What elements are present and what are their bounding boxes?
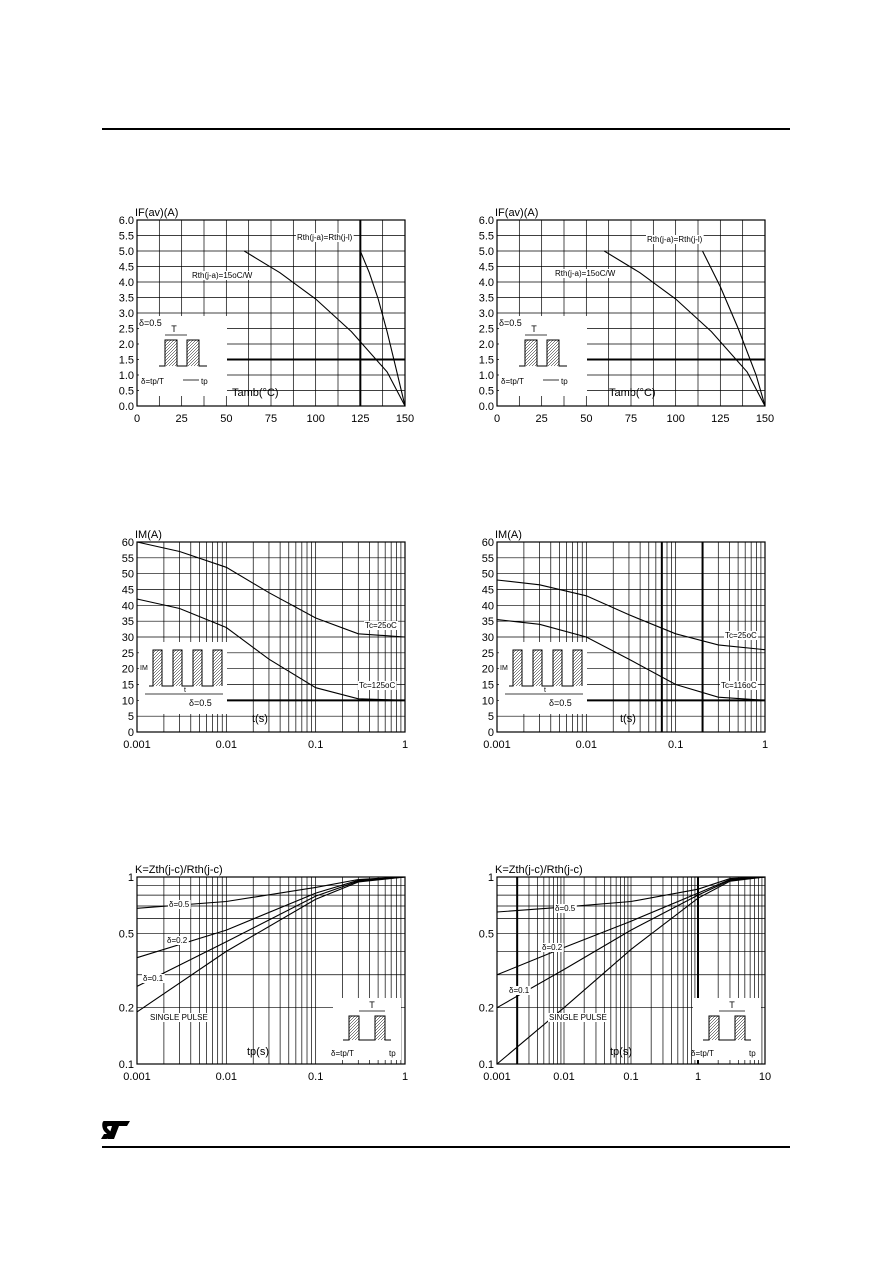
x-tick-label: 150 — [395, 413, 415, 425]
y-tick-label: 6.0 — [478, 215, 494, 227]
y-tick-label: 5.0 — [478, 246, 494, 258]
y-tick-label: 50 — [481, 568, 494, 581]
inset-schematic — [139, 316, 227, 396]
x-axis-label: t(s) — [252, 713, 268, 725]
inset-label-tp: tp — [201, 377, 208, 386]
y-axis-label: IF(av)(A) — [495, 207, 539, 219]
chart-svg — [470, 857, 770, 1097]
y-tick-label: 4.0 — [478, 277, 494, 289]
x-tick-label: 50 — [580, 413, 593, 425]
y-tick-label: 30 — [481, 632, 494, 644]
y-tick-label: 0.0 — [118, 401, 134, 413]
series-label: δ=0.5 — [555, 904, 576, 913]
x-axis-label: Tamb(°C) — [232, 387, 279, 399]
x-tick-label: 25 — [175, 413, 188, 425]
series-label: Rth(j-a)=Rth(j-l) — [647, 235, 703, 244]
inset-bg — [499, 642, 587, 714]
y-axis-label: IM(A) — [135, 529, 162, 541]
series-label: Tc=25oC — [365, 621, 397, 630]
x-tick-label: 0.1 — [308, 1071, 324, 1083]
x-tick-label: 1 — [401, 1071, 409, 1083]
x-axis-label: t(s) — [620, 713, 636, 725]
x-tick-label: 10 — [758, 1071, 772, 1083]
series-label: SINGLE PULSE — [150, 1013, 208, 1022]
series-label: Rth(j-a)=15oC/W — [192, 271, 253, 280]
inset-label-t: t — [184, 687, 186, 694]
y-tick-label: 20 — [121, 663, 134, 676]
header-rule — [102, 128, 790, 130]
y-tick-label: 20 — [481, 663, 494, 676]
y-tick-label: 0.5 — [118, 385, 134, 398]
y-tick-label: 15 — [481, 679, 494, 692]
x-tick-label: 0.01 — [553, 1071, 575, 1083]
y-tick-label: 2.0 — [478, 339, 494, 351]
inset-schematic — [691, 998, 761, 1060]
inset-label-T: T — [369, 1000, 375, 1010]
x-tick-label: 100 — [306, 413, 325, 425]
x-tick-label: 0.001 — [483, 739, 511, 751]
series-line — [137, 877, 405, 958]
y-tick-label: 2.0 — [118, 339, 134, 351]
x-tick-label: 0.001 — [123, 739, 151, 751]
inset-label-formula: δ=tp/T — [141, 377, 164, 386]
x-tick-label: 0.001 — [483, 1071, 511, 1083]
y-tick-label: 30 — [121, 632, 134, 644]
inset-schematic — [331, 998, 401, 1060]
x-tick-label: 0.01 — [215, 739, 238, 751]
y-tick-label: 1.0 — [118, 370, 134, 382]
y-tick-label: 0 — [127, 727, 134, 739]
y-tick-label: 4.0 — [118, 277, 134, 289]
y-tick-label: 0.1 — [118, 1059, 134, 1071]
chart-panel-surge-current-1 — [110, 522, 410, 762]
y-tick-label: 5.0 — [118, 246, 134, 258]
series-label: SINGLE PULSE — [549, 1013, 607, 1022]
series-line — [137, 877, 405, 986]
y-tick-label: 0.5 — [478, 928, 494, 941]
y-tick-label: 10 — [481, 695, 494, 708]
x-tick-label: 50 — [220, 413, 233, 425]
y-tick-label: 45 — [121, 584, 134, 597]
y-tick-label: 5 — [487, 711, 494, 724]
y-tick-label: 1.0 — [478, 370, 494, 382]
x-tick-label: 75 — [624, 413, 638, 425]
series-label: Tc=116oC — [721, 681, 757, 690]
y-tick-label: 50 — [121, 568, 134, 581]
y-tick-label: 15 — [121, 679, 134, 692]
inset-label-T: T — [729, 1000, 735, 1010]
y-tick-label: 5.5 — [118, 230, 134, 243]
inset-label-IM: IM — [500, 665, 508, 672]
y-tick-label: 3.0 — [478, 308, 494, 320]
series-label: δ=0.2 — [542, 943, 563, 952]
st-logo — [100, 1118, 134, 1142]
y-tick-label: 4.5 — [478, 261, 494, 274]
y-tick-label: 55 — [121, 552, 134, 565]
y-tick-label: 40 — [121, 600, 134, 613]
chart-panel-current-vs-tamb-2 — [470, 200, 775, 440]
x-tick-label: 1 — [401, 739, 409, 751]
inset-label-delta: δ=0.5 — [499, 318, 522, 328]
x-tick-label: 0.1 — [308, 739, 324, 751]
inset-label-tp: tp — [389, 1049, 396, 1058]
series-label: Rth(j-a)=15oC/W — [555, 269, 616, 278]
y-tick-label: 6.0 — [118, 215, 134, 227]
y-axis-label: IF(av)(A) — [135, 207, 179, 219]
x-tick-label: 0.1 — [668, 739, 684, 751]
inset-label-formula: δ=tp/T — [331, 1049, 354, 1058]
series-label: δ=0.1 — [143, 974, 164, 983]
inset-label-delta: δ=0.5 — [549, 698, 572, 708]
y-axis-label: K=Zth(j-c)/Rth(j-c) — [495, 864, 583, 876]
x-tick-label: 1 — [694, 1071, 702, 1083]
chart-panel-current-vs-tamb-1 — [110, 200, 415, 440]
y-tick-label: 60 — [121, 537, 134, 549]
inset-schematic — [499, 642, 587, 714]
x-tick-label: 1 — [761, 739, 769, 751]
y-tick-label: 0.5 — [478, 385, 494, 398]
y-tick-label: 55 — [481, 552, 494, 565]
y-tick-label: 40 — [481, 600, 494, 613]
inset-label-T: T — [531, 324, 537, 334]
x-axis-label: tp(s) — [610, 1046, 632, 1058]
y-tick-label: 2.5 — [118, 323, 134, 336]
inset-label-formula: δ=tp/T — [691, 1049, 714, 1058]
y-tick-label: 1.5 — [118, 354, 134, 367]
x-tick-label: 150 — [755, 413, 775, 425]
chart-svg — [110, 200, 415, 440]
inset-label-tp: tp — [749, 1049, 756, 1058]
inset-label-tp: tp — [561, 377, 568, 386]
y-tick-label: 25 — [121, 647, 134, 660]
x-axis-label: tp(s) — [247, 1046, 269, 1058]
y-tick-label: 0.5 — [118, 928, 134, 941]
y-tick-label: 0.0 — [478, 401, 494, 413]
y-tick-label: 1.5 — [478, 354, 494, 367]
inset-label-delta: δ=0.5 — [189, 698, 212, 708]
y-tick-label: 1 — [487, 872, 494, 884]
y-tick-label: 0.2 — [118, 1002, 134, 1015]
x-tick-label: 100 — [666, 413, 685, 425]
y-tick-label: 35 — [121, 616, 134, 629]
inset-schematic — [499, 316, 587, 396]
x-tick-label: 0 — [493, 413, 501, 425]
x-tick-label: 25 — [535, 413, 548, 425]
chart-svg — [110, 857, 410, 1097]
series-label: Rth(j-a)=Rth(j-l) — [297, 233, 353, 242]
chart-svg — [110, 522, 410, 762]
x-axis-label: Tamb(°C) — [609, 387, 656, 399]
series-label: Tc=25oC — [725, 631, 757, 640]
y-tick-label: 5 — [127, 711, 134, 724]
y-axis-label: K=Zth(j-c)/Rth(j-c) — [135, 864, 223, 876]
inset-label-t: t — [544, 687, 546, 694]
y-tick-label: 5.5 — [478, 230, 494, 243]
y-tick-label: 3.5 — [118, 292, 134, 305]
y-tick-label: 3.5 — [478, 292, 494, 305]
y-tick-label: 0.2 — [478, 1002, 494, 1015]
x-tick-label: 0 — [133, 413, 141, 425]
x-tick-label: 75 — [264, 413, 278, 425]
chart-panel-thermal-impedance-2 — [470, 857, 770, 1097]
y-tick-label: 60 — [481, 537, 494, 549]
y-tick-label: 4.5 — [118, 261, 134, 274]
chart-svg — [470, 200, 775, 440]
inset-label-IM: IM — [140, 665, 148, 672]
chart-svg — [470, 522, 770, 762]
series-label: δ=0.1 — [509, 986, 530, 995]
inset-label-T: T — [171, 324, 177, 334]
y-tick-label: 0 — [487, 727, 494, 739]
y-axis-label: IM(A) — [495, 529, 522, 541]
inset-label-formula: δ=tp/T — [501, 377, 524, 386]
chart-panel-thermal-impedance-1 — [110, 857, 410, 1097]
y-tick-label: 3.0 — [118, 308, 134, 320]
x-tick-label: 0.1 — [623, 1071, 639, 1083]
x-tick-label: 125 — [711, 413, 730, 425]
inset-label-delta: δ=0.5 — [139, 318, 162, 328]
y-tick-label: 0.1 — [478, 1059, 494, 1071]
y-tick-label: 10 — [121, 695, 134, 708]
x-tick-label: 0.01 — [215, 1071, 238, 1083]
series-label: δ=0.2 — [167, 936, 188, 945]
y-tick-label: 35 — [481, 616, 494, 629]
y-tick-label: 2.5 — [478, 323, 494, 336]
inset-bg — [139, 642, 227, 714]
x-tick-label: 0.001 — [123, 1071, 151, 1083]
series-label: Tc=125oC — [359, 681, 396, 690]
series-label: δ=0.5 — [169, 900, 190, 909]
y-tick-label: 1 — [127, 872, 134, 884]
y-tick-label: 25 — [481, 647, 494, 660]
x-tick-label: 125 — [351, 413, 370, 425]
inset-schematic — [139, 642, 227, 714]
chart-panel-surge-current-2 — [470, 522, 770, 762]
footer-rule — [102, 1146, 790, 1148]
x-tick-label: 0.01 — [575, 739, 598, 751]
y-tick-label: 45 — [481, 584, 494, 597]
